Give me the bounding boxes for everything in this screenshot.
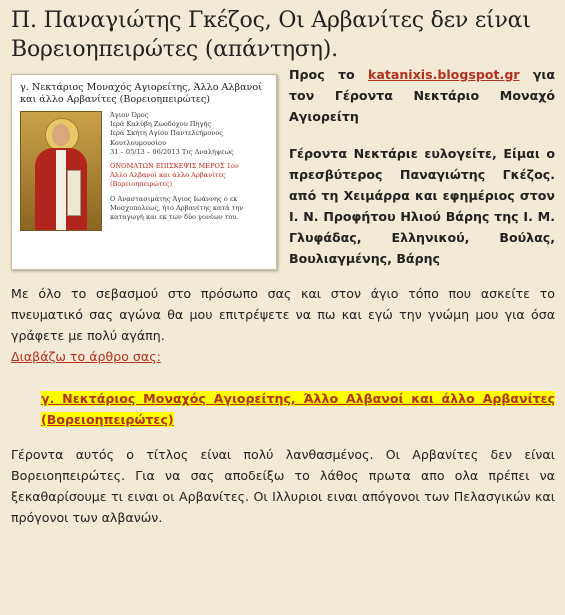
image-line: Ιερά Καλύβη Ζωοδόχου Πηγής (110, 120, 212, 129)
paragraph-2: Γέροντα αυτός ο τίτλος είναι πολύ λανθασμένος. Οι Αρβανίτες δεν είναι Βορειοηπειρώτες. Για να σας αποδείξω το λάθος πρωτα απο ολα πρέπει να ξεκαθαρίσουμε τι ειναι οι Αρβανίτες. Οι Ιλλυριοι ειναι απόγονοι των Πελασγικών και πρόγονοι των αλβανών. (11, 447, 555, 525)
intro-to-prefix: Προς το (289, 67, 368, 82)
image-line: 31 – 05/13 – 06/2013 Τις Αναλήψεως (110, 147, 234, 156)
image-caption: Ο Αναστασιμάτης Άγιος Ιωάννης ο εκ Μοσχοπόλεως, ήτο Αρβανίτης κατά την καταγωγή και εκ των δύο γονέων του. (110, 194, 244, 222)
intro-to-suffix: για τον Γέροντα Νεκτάριο Μοναχό Αγιορείτη (289, 67, 555, 124)
image-line: Ιερά Σκήτη Αγίου Παντελεήμονος (110, 129, 223, 138)
image-line: Κουτλουμουσίου (110, 138, 167, 147)
read-article-link[interactable]: Διαβάζω το άρθρο σας: (11, 349, 161, 364)
saint-icon (20, 111, 102, 231)
article-image[interactable] (11, 74, 277, 270)
image-red-line: Άλλο Αλβανοί και άλλο Αρβανίτες (Βορειοηπειρώτες) (110, 171, 226, 189)
image-body (20, 111, 268, 231)
paragraph-1: Με όλο το σεβασμού στο πρόσωπο σας και στον άγιο τόπο που ασκείτε το πνευματικό σας αγώνα θα μου επιτρέψετε να πω και εγώ την γνώμη μου για όσα γράφετε με πολύ αγάπη. (11, 286, 555, 343)
blog-link[interactable]: katanixis.blogspot.gr (367, 67, 520, 82)
image-line: Άγιον Όρος (110, 111, 149, 119)
image-text (102, 111, 268, 231)
highlighted-article-link[interactable]: γ. Νεκτάριος Μοναχός Αγιορείτης, Άλλο Αλβανοί και άλλο Αρβανίτες (Βορειοηπειρώτες) (41, 391, 555, 427)
post-body-2 (11, 444, 555, 528)
highlighted-link-block (41, 388, 555, 430)
intro-greeting: Γέροντα Νεκτάριε ευλογείτε, Είμαι ο πρεσβύτερος Παναγιώτης Γκέζος. από τη Χειμάρρα και εφημέριος στον Ι. Ν. Προφήτου Ηλιού Βάρης της Ι. Μ. Γλυφάδας, Ελληνικού, Βούλας, Βουλιαγμένης, Βάρης (289, 146, 555, 266)
image-red-line: ΟΝΟΜΑΤΩΝ ΕΠΙΣΚΕΨΙΣ ΜΕΡΟΣ 1ον (110, 162, 239, 171)
image-title: γ. Νεκτάριος Μοναχός Αγιορείτης, Άλλο Αλβανοί και άλλο Αρβανίτες (Βορειοηπειρώτες) (20, 82, 262, 105)
post-body (11, 283, 555, 367)
post-title: Π. Παναγιώτης Γκέζος, Οι Αρβανίτες δεν είναι Βορειοηπειρώτες (απάντηση). (11, 8, 531, 62)
